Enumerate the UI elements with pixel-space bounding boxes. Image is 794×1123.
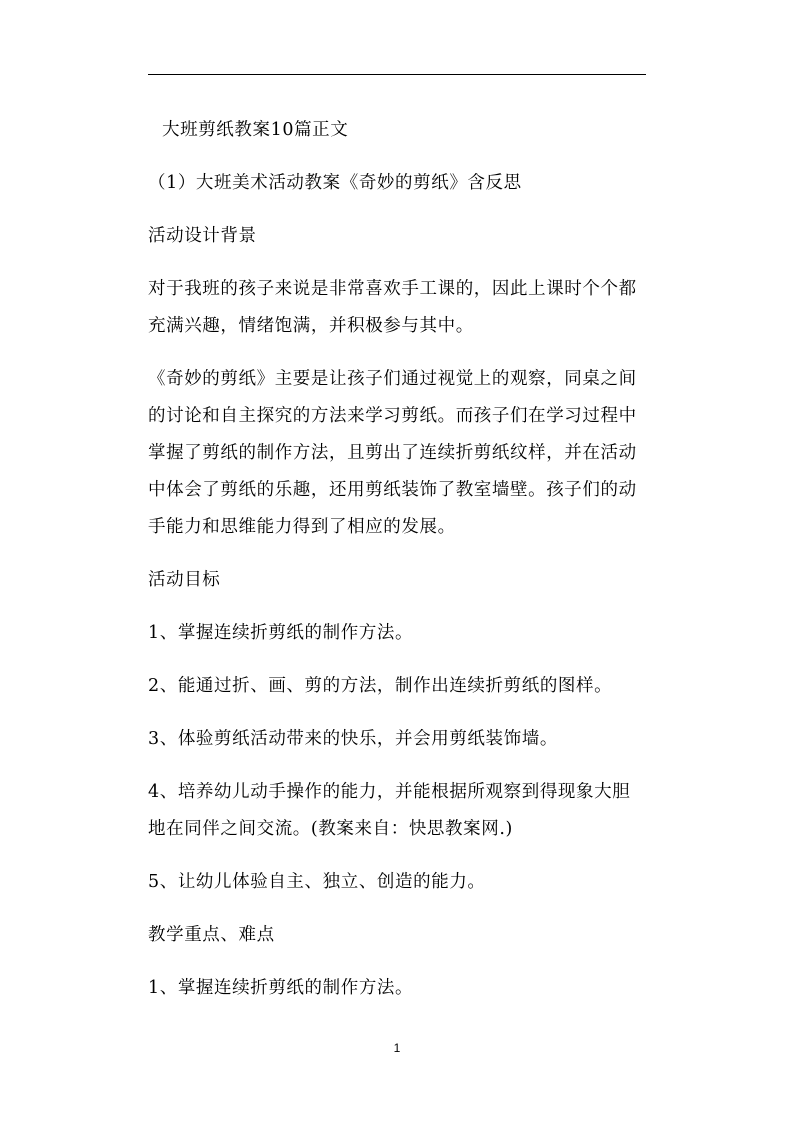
paragraph-description: 《奇妙的剪纸》主要是让孩子们通过视觉上的观察，同桌之间的讨论和自主探究的方法来学习剪纸。而孩子们在学习过程中掌握了剪纸的制作方法，且剪出了连续折剪纸纹样，并在活动中体会了剪纸的乐趣，还用剪纸装饰了教室墙壁。孩子们的动手能力和思维能力得到了相应的发展。 [148,369,637,537]
document-body [148,112,648,1007]
document-subtitle: （1）大班美术活动教案《奇妙的剪纸》含反思 [148,173,522,193]
goal-item: 5、让幼儿体验自主、独立、创造的能力。 [148,872,486,892]
goal-item: 3、体验剪纸活动带来的快乐，并会用剪纸装饰墙。 [148,729,558,749]
section-heading-goals: 活动目标 [148,570,221,590]
section-heading-background: 活动设计背景 [148,226,257,246]
paragraph-intro: 对于我班的孩子来说是非常喜欢手工课的，因此上课时个个都充满兴趣，情绪饱满，并积极参与其中。 [148,279,637,336]
section-heading-key-points: 教学重点、难点 [148,925,275,945]
key-point-item: 1、掌握连续折剪纸的制作方法。 [148,978,414,998]
goal-item: 1、掌握连续折剪纸的制作方法。 [148,623,414,643]
page-number: 1 [393,1041,401,1055]
goal-item: 4、培养幼儿动手操作的能力，并能根据所观察到得现象大胆地在同伴之间交流。(教案来自：快思教案网.) [148,782,631,839]
document-title: 大班剪纸教案10篇正文 [162,120,349,140]
header-rule [148,74,646,75]
goal-item: 2、能通过折、画、剪的方法，制作出连续折剪纸的图样。 [148,676,613,696]
